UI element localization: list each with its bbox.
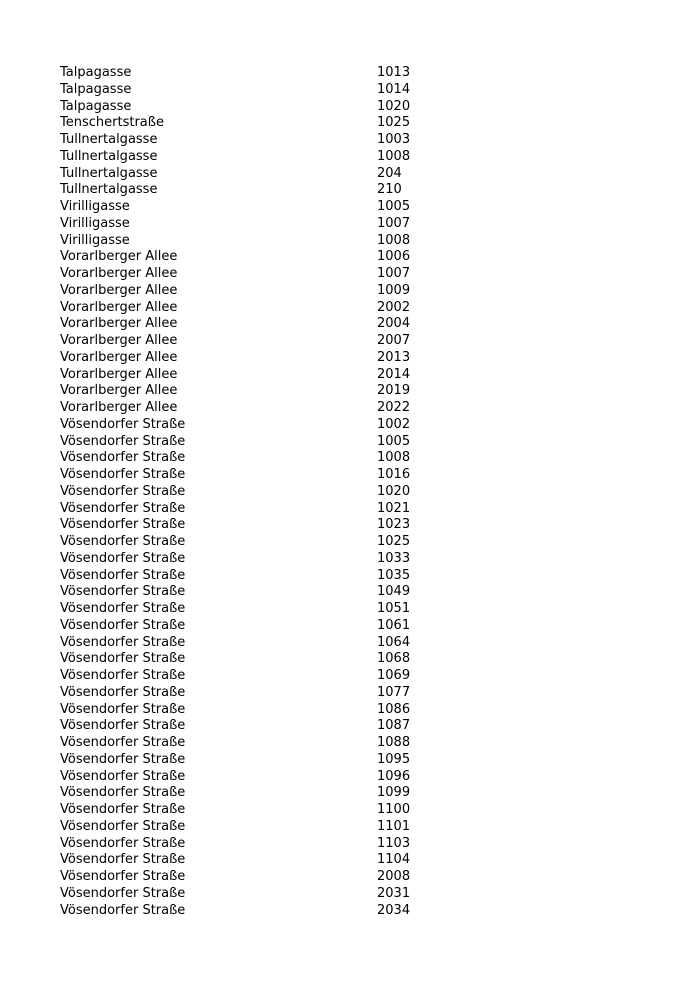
list-item bbox=[60, 333, 460, 350]
list-item bbox=[60, 350, 460, 367]
street-number: 1095 bbox=[377, 751, 411, 767]
list-item bbox=[60, 651, 460, 668]
street-name: Vorarlberger Allee bbox=[60, 366, 178, 382]
list-item bbox=[60, 249, 460, 266]
street-number: 1049 bbox=[377, 584, 411, 600]
list-item bbox=[60, 149, 460, 166]
list-item bbox=[60, 316, 460, 333]
list-item bbox=[60, 216, 460, 233]
street-name: Vösendorfer Straße bbox=[60, 818, 186, 834]
street-number: 1014 bbox=[377, 81, 411, 97]
list-item bbox=[60, 400, 460, 417]
list-item bbox=[60, 166, 460, 183]
list-item bbox=[60, 233, 460, 250]
list-item bbox=[60, 115, 460, 132]
list-item bbox=[60, 484, 460, 501]
list-item bbox=[60, 300, 460, 317]
street-name: Vösendorfer Straße bbox=[60, 567, 186, 583]
list-item bbox=[60, 668, 460, 685]
list-item bbox=[60, 635, 460, 652]
list-item bbox=[60, 903, 460, 920]
street-number: 1006 bbox=[377, 249, 411, 265]
street-name: Tenschertstraße bbox=[60, 115, 164, 131]
list-item bbox=[60, 467, 460, 484]
list-item bbox=[60, 534, 460, 551]
list-item bbox=[60, 852, 460, 869]
street-name: Vorarlberger Allee bbox=[60, 266, 178, 281]
street-number: 2002 bbox=[377, 299, 411, 315]
list-item bbox=[60, 869, 460, 886]
street-number: 1008 bbox=[377, 232, 411, 248]
street-name: Vösendorfer Straße bbox=[60, 651, 186, 667]
street-name: Vösendorfer Straße bbox=[60, 500, 186, 516]
list-item bbox=[60, 182, 460, 199]
street-name: Vösendorfer Straße bbox=[60, 902, 186, 918]
street-number: 1103 bbox=[377, 835, 411, 851]
street-name: Talpagasse bbox=[60, 81, 132, 97]
street-number: 1069 bbox=[377, 668, 411, 683]
list-item bbox=[60, 434, 460, 451]
street-number: 1016 bbox=[377, 467, 411, 482]
street-name: Vorarlberger Allee bbox=[60, 249, 178, 265]
street-name: Vösendorfer Straße bbox=[60, 517, 186, 533]
list-item bbox=[60, 702, 460, 719]
street-name: Virilligasse bbox=[60, 199, 130, 214]
street-number: 1104 bbox=[377, 852, 411, 868]
street-number: 1008 bbox=[377, 450, 411, 466]
list-item bbox=[60, 584, 460, 601]
street-number: 1051 bbox=[377, 601, 411, 616]
list-item bbox=[60, 266, 460, 283]
list-item bbox=[60, 501, 460, 518]
street-number: 1020 bbox=[377, 483, 411, 499]
street-number: 1099 bbox=[377, 785, 411, 801]
street-name: Vösendorfer Straße bbox=[60, 450, 186, 466]
street-number: 1088 bbox=[377, 735, 411, 750]
list-item bbox=[60, 283, 460, 300]
street-number: 1002 bbox=[377, 416, 411, 432]
street-number: 1007 bbox=[377, 215, 411, 231]
street-number: 1068 bbox=[377, 651, 411, 667]
street-name: Vösendorfer Straße bbox=[60, 601, 186, 616]
list-item bbox=[60, 769, 460, 786]
street-number: 2034 bbox=[377, 902, 411, 918]
street-number: 1096 bbox=[377, 768, 411, 784]
street-name: Talpagasse bbox=[60, 98, 132, 114]
list-item bbox=[60, 517, 460, 534]
street-name: Vorarlberger Allee bbox=[60, 349, 178, 365]
list-item bbox=[60, 199, 460, 216]
list-item bbox=[60, 785, 460, 802]
street-name: Vösendorfer Straße bbox=[60, 835, 186, 851]
street-number: 1003 bbox=[377, 132, 411, 147]
street-name: Tullnertalgasse bbox=[60, 165, 158, 181]
list-item bbox=[60, 618, 460, 635]
street-number: 1101 bbox=[377, 818, 411, 834]
street-name: Vösendorfer Straße bbox=[60, 768, 186, 784]
list-item bbox=[60, 450, 460, 467]
street-number: 1005 bbox=[377, 433, 411, 449]
street-name: Vorarlberger Allee bbox=[60, 316, 178, 332]
list-item bbox=[60, 551, 460, 568]
street-number: 1087 bbox=[377, 718, 411, 734]
street-name: Vösendorfer Straße bbox=[60, 550, 186, 566]
street-number: 1007 bbox=[377, 266, 411, 281]
list-item bbox=[60, 752, 460, 769]
list-item bbox=[60, 685, 460, 702]
street-name: Virilligasse bbox=[60, 215, 130, 231]
street-number: 1061 bbox=[377, 617, 411, 633]
street-name: Vösendorfer Straße bbox=[60, 785, 186, 801]
street-name: Vorarlberger Allee bbox=[60, 282, 178, 298]
street-number: 1100 bbox=[377, 802, 411, 817]
street-number: 1035 bbox=[377, 567, 411, 583]
street-number: 2022 bbox=[377, 400, 411, 415]
street-name: Vorarlberger Allee bbox=[60, 383, 178, 399]
list-item bbox=[60, 417, 460, 434]
street-name: Vösendorfer Straße bbox=[60, 584, 186, 600]
street-name: Talpagasse bbox=[60, 65, 132, 80]
list-item bbox=[60, 568, 460, 585]
street-number: 1009 bbox=[377, 282, 411, 298]
street-number: 204 bbox=[377, 165, 402, 181]
street-number: 1013 bbox=[377, 65, 411, 80]
street-number: 2031 bbox=[377, 885, 411, 901]
street-name: Vösendorfer Straße bbox=[60, 852, 186, 868]
street-name: Vösendorfer Straße bbox=[60, 467, 186, 482]
street-number: 1025 bbox=[377, 534, 411, 549]
street-name: Vösendorfer Straße bbox=[60, 634, 186, 650]
street-number: 1008 bbox=[377, 148, 411, 164]
street-name: Vösendorfer Straße bbox=[60, 869, 186, 884]
street-number: 1020 bbox=[377, 98, 411, 114]
list-item bbox=[60, 601, 460, 618]
street-number: 1064 bbox=[377, 634, 411, 650]
list-item bbox=[60, 836, 460, 853]
street-number: 1086 bbox=[377, 701, 411, 717]
list-item bbox=[60, 802, 460, 819]
street-name: Vösendorfer Straße bbox=[60, 885, 186, 901]
street-name: Vösendorfer Straße bbox=[60, 416, 186, 432]
list-item bbox=[60, 383, 460, 400]
street-name: Vösendorfer Straße bbox=[60, 534, 186, 549]
list-item bbox=[60, 819, 460, 836]
street-number: 2014 bbox=[377, 366, 411, 382]
list-item bbox=[60, 367, 460, 384]
street-name: Vösendorfer Straße bbox=[60, 802, 186, 817]
street-name: Vösendorfer Straße bbox=[60, 751, 186, 767]
street-number: 210 bbox=[377, 182, 402, 198]
street-name: Tullnertalgasse bbox=[60, 132, 158, 147]
street-number-list bbox=[60, 65, 460, 919]
street-name: Tullnertalgasse bbox=[60, 182, 158, 198]
list-item bbox=[60, 718, 460, 735]
list-item bbox=[60, 886, 460, 903]
street-name: Vösendorfer Straße bbox=[60, 701, 186, 717]
street-number: 2004 bbox=[377, 316, 411, 332]
street-number: 1023 bbox=[377, 517, 411, 533]
street-name: Vösendorfer Straße bbox=[60, 617, 186, 633]
list-item bbox=[60, 65, 460, 82]
street-number: 2019 bbox=[377, 383, 411, 399]
street-number: 1005 bbox=[377, 199, 411, 214]
street-name: Tullnertalgasse bbox=[60, 148, 158, 164]
street-name: Virilligasse bbox=[60, 232, 130, 248]
street-number: 2008 bbox=[377, 869, 411, 884]
list-item bbox=[60, 132, 460, 149]
street-number: 1021 bbox=[377, 500, 411, 516]
street-number: 1033 bbox=[377, 550, 411, 566]
street-name: Vösendorfer Straße bbox=[60, 735, 186, 750]
street-name: Vösendorfer Straße bbox=[60, 684, 186, 700]
list-item bbox=[60, 735, 460, 752]
street-number: 1077 bbox=[377, 684, 411, 700]
street-number: 1025 bbox=[377, 115, 411, 131]
street-name: Vösendorfer Straße bbox=[60, 433, 186, 449]
street-name: Vösendorfer Straße bbox=[60, 718, 186, 734]
street-name: Vorarlberger Allee bbox=[60, 333, 178, 348]
street-number: 2007 bbox=[377, 333, 411, 348]
street-name: Vorarlberger Allee bbox=[60, 400, 178, 415]
list-item bbox=[60, 99, 460, 116]
street-name: Vorarlberger Allee bbox=[60, 299, 178, 315]
list-item bbox=[60, 82, 460, 99]
street-number: 2013 bbox=[377, 349, 411, 365]
street-name: Vösendorfer Straße bbox=[60, 668, 186, 683]
street-name: Vösendorfer Straße bbox=[60, 483, 186, 499]
